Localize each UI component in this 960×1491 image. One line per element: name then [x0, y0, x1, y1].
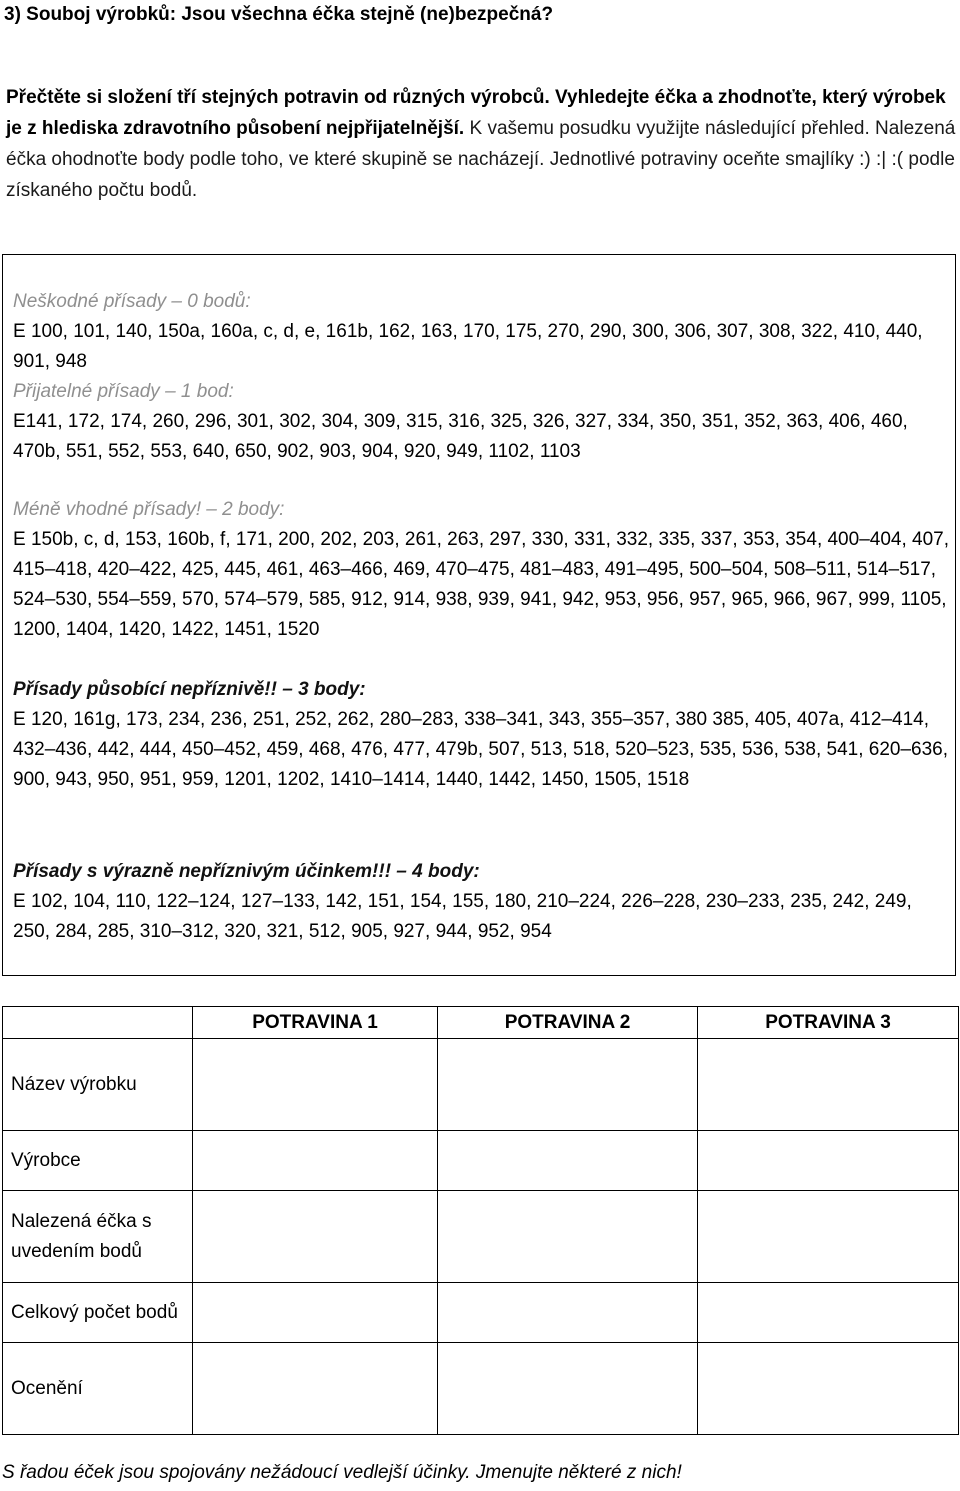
category-codes: E141, 172, 174, 260, 296, 301, 302, 304, 309, 315, 316, 325, 326, 327, 334, 350, 351, 352, 363, 406, 460, 470b, 551, 552, 553, 640, 650, 902, 903, 904, 920, 949, 1102, 1103 — [13, 411, 908, 462]
answer-cell[interactable] — [193, 1343, 438, 1435]
answer-cell[interactable] — [698, 1343, 959, 1435]
row-label: Ocenění — [3, 1343, 193, 1435]
column-header: POTRAVINA 2 — [438, 1007, 698, 1039]
answer-cell[interactable] — [193, 1039, 438, 1131]
category-label: Přijatelné přísady – 1 bod: — [13, 381, 234, 402]
answer-cell[interactable] — [698, 1283, 959, 1343]
evaluation-table — [2, 1006, 959, 1435]
category-very-adverse — [13, 857, 949, 947]
answer-cell[interactable] — [193, 1131, 438, 1191]
footer-question: S řadou éček jsou spojovány nežádoucí vedlejší účinky. Jmenujte některé z nich! — [2, 1462, 682, 1483]
instructions — [6, 82, 956, 206]
category-label: Přísady s výrazně nepříznivým účinkem!!! – 4 body: — [13, 861, 480, 882]
category-label: Méně vhodné přísady! – 2 body: — [13, 499, 285, 520]
table-row — [3, 1131, 959, 1191]
page-heading: 3) Souboj výrobků: Jsou všechna éčka stejně (ne)bezpečná? — [4, 4, 554, 25]
answer-cell[interactable] — [698, 1191, 959, 1283]
row-label: Celkový počet bodů — [3, 1283, 193, 1343]
category-codes: E 102, 104, 110, 122–124, 127–133, 142, 151, 154, 155, 180, 210–224, 226–228, 230–233, 235, 242, 249, 250, 284, 285, 310–312, 320, 321, 512, 905, 927, 944, 952, 954 — [13, 891, 912, 942]
category-label: Přísady působící nepříznivě!! – 3 body: — [13, 679, 366, 700]
category-acceptable — [13, 377, 949, 467]
answer-cell[interactable] — [438, 1283, 698, 1343]
additives-overview-box — [2, 254, 956, 976]
row-label: Název výrobku — [3, 1039, 193, 1131]
table-row — [3, 1039, 959, 1131]
instructions-bold: Přečtěte si složení tří stejných potravin od různých výrobců. Vyhledejte éčka a zhodnoťte, který výrobek je z hlediska zdravotního působení nejpřijatelnější. — [6, 87, 946, 139]
table-corner-cell — [3, 1007, 193, 1039]
answer-cell[interactable] — [438, 1131, 698, 1191]
category-label: Neškodné přísady – 0 bodů: — [13, 291, 251, 312]
answer-cell[interactable] — [438, 1039, 698, 1131]
answer-cell[interactable] — [438, 1343, 698, 1435]
answer-cell[interactable] — [193, 1191, 438, 1283]
table-header-row — [3, 1007, 959, 1039]
answer-cell[interactable] — [698, 1131, 959, 1191]
category-codes: E 120, 161g, 173, 234, 236, 251, 252, 262, 280–283, 338–341, 343, 355–357, 380 385, 405, 407a, 412–414, 432–436, 442, 444, 450–452, 459, 468, 476, 477, 479b, 507, 513, 518, 520–523, 535, 536, 538, 541, 620–636, 900, 943, 950, 951, 959, 1201, 1202, 1410–1414, 1440, 1442, 1450, 1505, 1518 — [13, 709, 949, 790]
answer-cell[interactable] — [698, 1039, 959, 1131]
table-row — [3, 1343, 959, 1435]
table-row — [3, 1283, 959, 1343]
instructions-rest: K vašemu posudku využijte následující přehled. Nalezená éčka ohodnoťte body podle toho, ve které skupině se nacházejí. Jednotlivé potraviny oceňte smajlíky :) :| :( podle získaného počtu bodů. — [6, 118, 956, 201]
row-label: Nalezená éčka s uvedením bodů — [3, 1191, 193, 1283]
category-adverse — [13, 675, 949, 795]
column-header: POTRAVINA 3 — [698, 1007, 959, 1039]
answer-cell[interactable] — [193, 1283, 438, 1343]
row-label: Výrobce — [3, 1131, 193, 1191]
category-harmless — [13, 287, 949, 377]
category-codes: E 100, 101, 140, 150a, 160a, c, d, e, 161b, 162, 163, 170, 175, 270, 290, 300, 306, 307, 308, 322, 410, 440, 901, 948 — [13, 321, 923, 372]
table-row — [3, 1191, 959, 1283]
answer-cell[interactable] — [438, 1191, 698, 1283]
category-less-suitable — [13, 495, 949, 645]
column-header: POTRAVINA 1 — [193, 1007, 438, 1039]
category-codes: E 150b, c, d, 153, 160b, f, 171, 200, 202, 203, 261, 263, 297, 330, 331, 332, 335, 337, 353, 354, 400–404, 407, 415–418, 420–422, 425, 445, 461, 463–466, 469, 470–475, 481–483, 491–495, 500–504, 508–511, 514–517, 524–530, 554–559, 570, 574–579, 585, 912, 914, 938, 939, 941, 942, 953, 956, 957, 965, 966, 967, 999, 1105, 1200, 1404, 1420, 1422, 1451, 1520 — [13, 529, 950, 640]
